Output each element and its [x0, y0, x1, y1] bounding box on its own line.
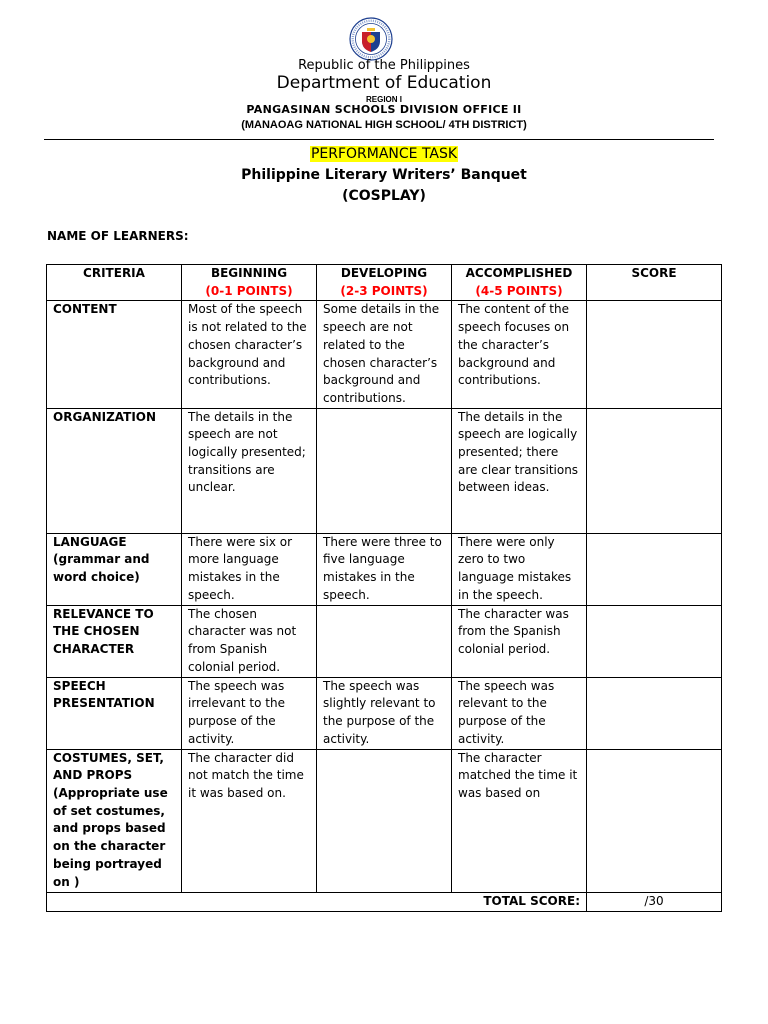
total-spacer [47, 892, 182, 911]
accomplished-header: ACCOMPLISHED (4-5 POINTS) [452, 265, 587, 301]
republic-heading: Republic of the Philippines [298, 58, 470, 73]
beginning-cell: The details in the speech are not logically presented; transitions are unclear. [182, 408, 317, 533]
accomplished-cell: The character matched the time it was based on [452, 749, 587, 892]
beginning-cell: The chosen character was not from Spanish colonial period. [182, 605, 317, 677]
deped-seal-icon [349, 17, 393, 61]
developing-points: (2-3 POINTS) [340, 283, 428, 298]
accomplished-cell: The details in the speech are logically presented; there are clear transitions between ideas. [452, 408, 587, 533]
criteria-cell: ORGANIZATION [47, 408, 182, 533]
department-heading: Department of Education [276, 73, 492, 93]
region-heading: REGION I [365, 95, 402, 104]
criteria-cell: COSTUMES, SET, AND PROPS (Appropriate use of set costumes, and props based on the character being portrayed on ) [47, 749, 182, 892]
total-spacer [317, 892, 452, 911]
score-cell[interactable] [587, 301, 722, 408]
developing-cell [317, 605, 452, 677]
task-label: PERFORMANCE TASK [310, 146, 458, 162]
header-divider [44, 139, 714, 140]
score-cell[interactable] [587, 408, 722, 533]
developing-cell: There were three to five language mistakes in the speech. [317, 533, 452, 605]
score-cell[interactable] [587, 533, 722, 605]
table-row [47, 301, 722, 408]
table-row [47, 408, 722, 533]
beginning-cell: The speech was irrelevant to the purpose of the activity. [182, 677, 317, 749]
school-heading: (MANAOAG NATIONAL HIGH SCHOOL/ 4TH DISTRICT) [241, 119, 527, 131]
total-row [47, 892, 722, 911]
score-cell[interactable] [587, 677, 722, 749]
total-score-label: TOTAL SCORE: [452, 892, 587, 911]
accomplished-points: (4-5 POINTS) [475, 283, 563, 298]
rubric-header-row [47, 265, 722, 301]
developing-cell: The speech was slightly relevant to the purpose of the activity. [317, 677, 452, 749]
table-row [47, 677, 722, 749]
score-cell[interactable] [587, 605, 722, 677]
accomplished-cell: The character was from the Spanish colonial period. [452, 605, 587, 677]
score-cell[interactable] [587, 749, 722, 892]
learners-label: NAME OF LEARNERS: [47, 229, 189, 243]
table-row [47, 605, 722, 677]
rubric-table [46, 264, 722, 912]
score-header: SCORE [587, 265, 722, 301]
table-row [47, 749, 722, 892]
accomplished-cell: The speech was relevant to the purpose of the activity. [452, 677, 587, 749]
developing-cell [317, 408, 452, 533]
beginning-header: BEGINNING (0-1 POINTS) [182, 265, 317, 301]
criteria-cell: RELEVANCE TO THE CHOSEN CHARACTER [47, 605, 182, 677]
beginning-cell: The character did not match the time it was based on. [182, 749, 317, 892]
accomplished-cell: There were only zero to two language mistakes in the speech. [452, 533, 587, 605]
division-heading: PANGASINAN SCHOOLS DIVISION OFFICE II [246, 103, 522, 116]
criteria-cell: SPEECH PRESENTATION [47, 677, 182, 749]
beginning-points: (0-1 POINTS) [205, 283, 293, 298]
developing-cell [317, 749, 452, 892]
developing-header: DEVELOPING (2-3 POINTS) [317, 265, 452, 301]
beginning-cell: There were six or more language mistakes in the speech. [182, 533, 317, 605]
beginning-cell: Most of the speech is not related to the chosen character’s background and contributions. [182, 301, 317, 408]
developing-cell: Some details in the speech are not related to the chosen character’s background and contributions. [317, 301, 452, 408]
accomplished-cell: The content of the speech focuses on the character’s background and contributions. [452, 301, 587, 408]
task-title: Philippine Literary Writers’ Banquet [241, 167, 527, 183]
criteria-cell: LANGUAGE (grammar and word choice) [47, 533, 182, 605]
task-subtitle: (COSPLAY) [342, 188, 426, 204]
criteria-cell: CONTENT [47, 301, 182, 408]
total-score-field[interactable]: /30 [587, 892, 722, 911]
task-label-wrap [0, 146, 768, 162]
total-spacer [182, 892, 317, 911]
table-row [47, 533, 722, 605]
criteria-header: CRITERIA [47, 265, 182, 301]
